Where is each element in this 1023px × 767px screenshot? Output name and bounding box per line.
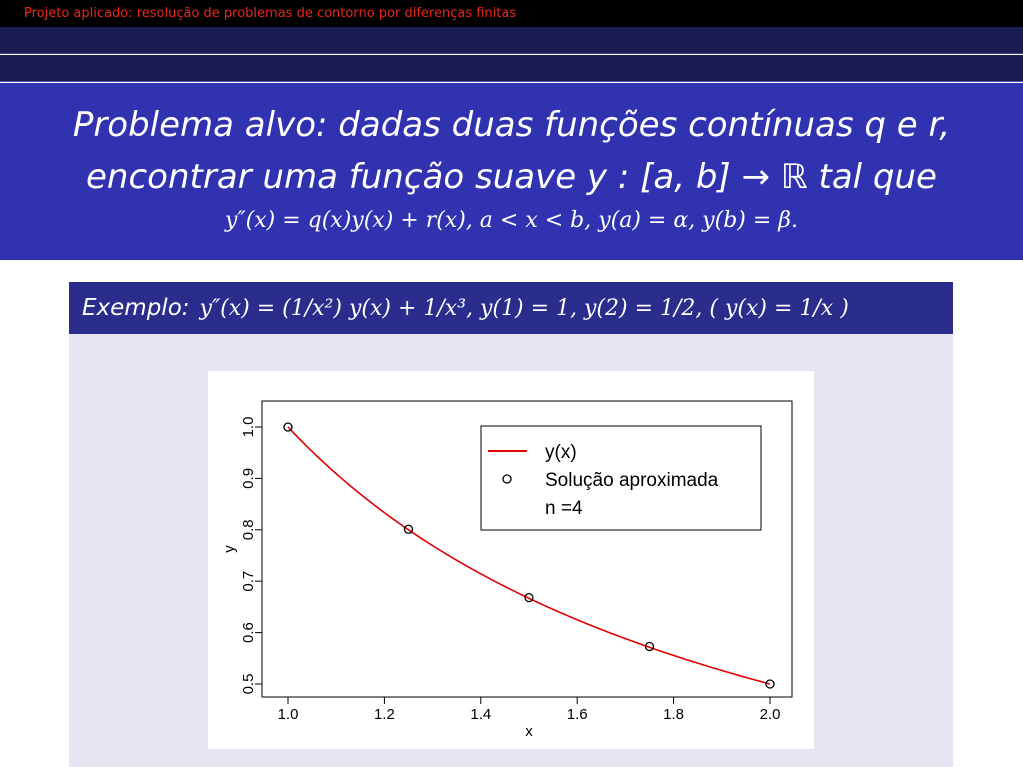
- legend-entry-curve: y(x): [545, 442, 577, 463]
- y-tick-label: 0.5: [240, 673, 257, 695]
- x-axis: [278, 697, 781, 723]
- x-tick-label: 2.0: [759, 706, 781, 723]
- y-tick-label: 0.6: [240, 622, 257, 644]
- boundary-problem-equation: y″(x) = q(x)y(x) + r(x), a < x < b, y(a) = α, y(b) = β.: [224, 208, 798, 233]
- nav-band-lower: [0, 55, 1023, 82]
- title-block: [0, 83, 1023, 260]
- example-equation: y″(x) = (1/x²) y(x) + 1/x³, y(1) = 1, y(2) = 1/2, ( y(x) = 1/x ): [199, 295, 849, 321]
- legend: [481, 426, 761, 530]
- x-tick-label: 1.6: [566, 706, 588, 723]
- y-tick-label: 0.7: [240, 570, 257, 592]
- y-tick-label: 1.0: [240, 416, 257, 438]
- y-axis: [240, 417, 262, 695]
- title-line-2: encontrar uma função suave y : [a, b] → ℝ tal que: [86, 157, 937, 197]
- x-tick-label: 1.0: [277, 706, 299, 723]
- x-tick-label: 1.8: [663, 706, 685, 723]
- legend-entry-points: Solução aproximada: [545, 470, 719, 491]
- example-label: Exemplo:: [82, 295, 190, 321]
- breadcrumb[interactable]: Projeto aplicado: resolução de problemas de contorno por diferenças finitas: [0, 0, 1023, 27]
- y-axis-label: y: [221, 545, 238, 553]
- plot-figure: [208, 371, 814, 749]
- y-tick-label: 0.8: [240, 519, 257, 541]
- nav-band-upper: [0, 27, 1023, 54]
- legend-entry-n: n =4: [545, 498, 583, 519]
- example-block: [69, 282, 953, 767]
- x-tick-label: 1.2: [373, 706, 395, 723]
- title-line-1: Problema alvo: dadas duas funções contínuas q e r,: [72, 105, 951, 145]
- example-header: [69, 282, 953, 334]
- x-tick-label: 1.4: [470, 706, 492, 723]
- plot-svg: [208, 371, 814, 749]
- x-axis-label: x: [525, 723, 533, 740]
- y-tick-label: 0.9: [240, 467, 257, 489]
